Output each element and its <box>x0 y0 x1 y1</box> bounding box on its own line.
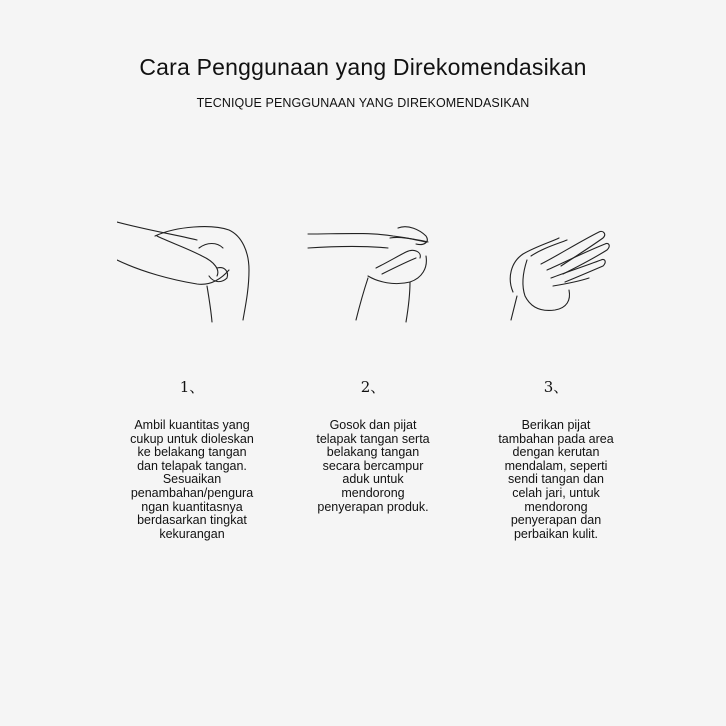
step-description: Berikan pijat tambahan pada area dengan kerutan mendalam, seperti sendi tangan dan celah jari, untuk mendorong penyerapan dan perbaikan kulit. <box>498 418 614 541</box>
step-number: 1、 <box>179 378 205 396</box>
hands-rub-icon <box>298 212 448 324</box>
step-2 <box>293 212 453 514</box>
step-3 <box>476 212 636 541</box>
page-subtitle: TECNIQUE PENGGUNAAN YANG DIREKOMENDASIKAN <box>196 96 530 110</box>
page-title: Cara Penggunaan yang Direkomendasikan <box>139 54 587 80</box>
hand-open-massage-icon <box>481 212 631 324</box>
hand-back-apply-icon <box>117 212 267 324</box>
step-number: 3、 <box>543 378 569 396</box>
step-1 <box>112 212 272 541</box>
step-description: Gosok dan pijat telapak tangan serta belakang tangan secara bercampur aduk untuk mendorong penyerapan produk. <box>316 418 430 514</box>
step-number: 2、 <box>360 378 386 396</box>
step-description: Ambil kuantitas yang cukup untuk dioleskan ke belakang tangan dan telapak tangan. Sesuaikan penambahan/pengura ngan kuantitasnya berdasarkan tingkat kekurangan <box>130 418 254 541</box>
